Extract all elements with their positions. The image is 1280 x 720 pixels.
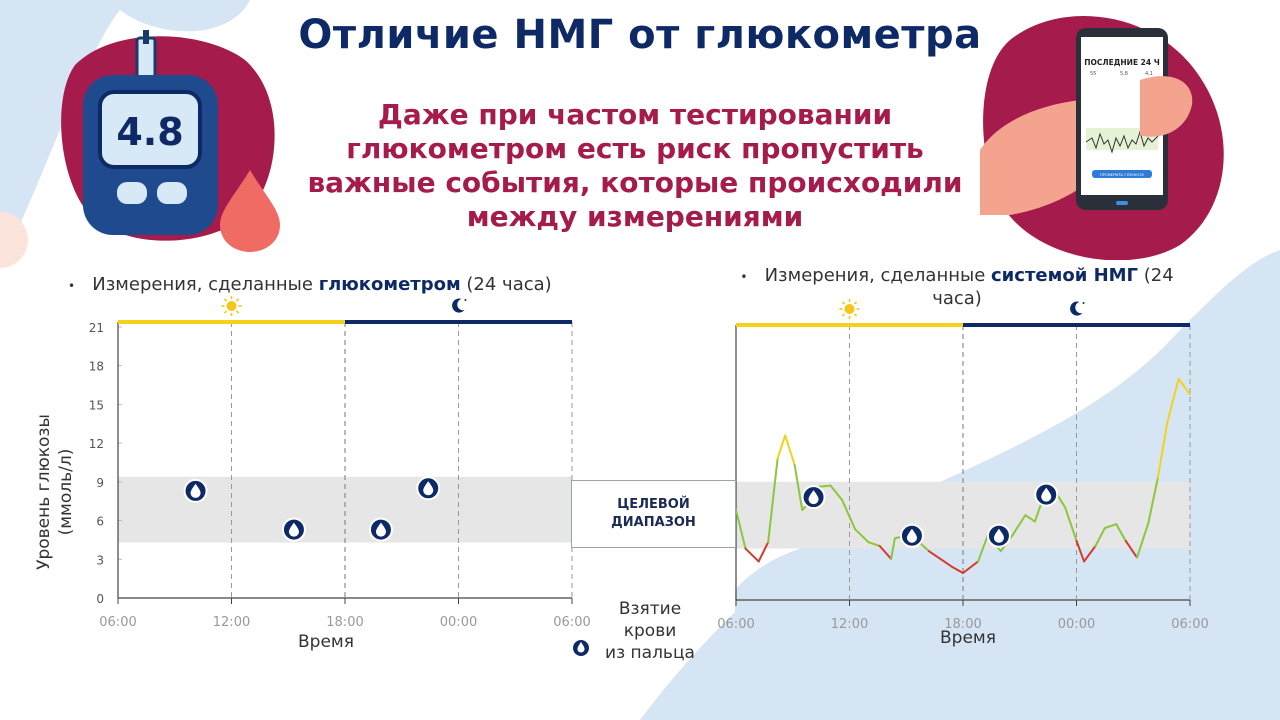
chart2-cgm-segment: [929, 551, 940, 559]
chart1-y-tick-label: 15: [88, 398, 104, 413]
chart2-x-tick-label: 12:00: [830, 617, 869, 632]
chart1-y-tick-label: 6: [96, 514, 104, 529]
bullet-bold: системой НМГ: [991, 265, 1139, 286]
phone-stat-1: 55: [1090, 71, 1097, 77]
phone-button: ПРОВЕРИТЬ ГЛЮКОЗУ: [1099, 172, 1145, 177]
phone-header: ПОСЛЕДНИЕ 24 Ч: [1084, 58, 1160, 67]
bullet-text: Измерения, сделанные: [764, 265, 992, 286]
sun-ray: [854, 314, 856, 316]
chart2-cgm-segment: [1158, 423, 1167, 478]
chart1-y-tick-label: 18: [88, 359, 104, 374]
star-icon: [465, 299, 467, 301]
right-x-axis-label: Время: [940, 628, 996, 648]
sun-icon: [227, 301, 237, 311]
chart1-fingerstick-point: [283, 519, 305, 541]
bullet-suffix: (24 часа): [460, 274, 552, 295]
chart2-cgm-segment: [1167, 379, 1178, 423]
chart1-x-tick-label: 18:00: [326, 615, 364, 630]
moon-icon: [1070, 302, 1082, 316]
sun-ray: [854, 302, 856, 304]
chart1-y-tick-label: 9: [96, 475, 104, 490]
chart2-x-tick-label: 06:00: [717, 617, 755, 632]
bullet-text: Измерения, сделанные: [92, 274, 319, 295]
sun-icon: [845, 304, 855, 314]
sun-ray: [236, 311, 238, 313]
phone-stat-2: 5,8: [1120, 71, 1128, 77]
chart2-x-tick-label: 00:00: [1057, 617, 1096, 632]
bullet-dot: •: [68, 279, 76, 293]
legend-line1: Взятие: [618, 599, 682, 619]
legend-line3: из пальца: [605, 643, 695, 663]
chart2-fingerstick-point: [988, 525, 1010, 547]
sun-ray: [842, 314, 844, 316]
chart2-cgm-segment: [745, 549, 758, 562]
y-axis-label: [33, 382, 77, 602]
target-range-line2: ДИАПАЗОН: [611, 515, 696, 530]
chart2-x-tick-label: 06:00: [1171, 617, 1209, 632]
chart2-cgm-segment: [940, 559, 951, 567]
chart1-x-tick-label: 00:00: [439, 615, 478, 630]
y-axis-label-line1: Уровень глюкозы: [34, 414, 54, 570]
chart1-x-tick-label: 06:00: [99, 615, 137, 630]
chart2-x-tick-label: 18:00: [944, 617, 982, 632]
chart2-fingerstick-point: [1035, 484, 1057, 506]
chart1-fingerstick-point: [185, 480, 207, 502]
bullet-dot: •: [740, 270, 748, 284]
sun-ray: [224, 299, 226, 301]
star-icon: [1083, 302, 1085, 304]
subtitle: Даже при частом тестировании глюкометром есть риск пропустить важные события, которые происходили между измерениями: [307, 98, 963, 233]
chart2-cgm-segment: [952, 567, 963, 573]
target-range-line1: ЦЕЛЕВОЙ: [617, 497, 690, 512]
phone-stat-3: 4,1: [1145, 71, 1153, 77]
bullet-bold: глюкометром: [318, 274, 461, 295]
target-range-label: [571, 480, 736, 548]
chart1-fingerstick-point: [370, 519, 392, 541]
legend-drop-icon: [572, 638, 590, 658]
chart1-y-tick-label: 0: [96, 592, 104, 606]
chart1-y-tick-label: 21: [88, 321, 104, 335]
chart2-cgm-segment: [785, 435, 794, 465]
legend: [590, 598, 710, 664]
legend-line2: крови: [623, 621, 677, 641]
chart1-fingerstick-point: [417, 477, 439, 499]
chart2-fingerstick-point: [901, 525, 923, 547]
chart1-y-tick-label: 3: [96, 553, 104, 568]
page-title: Отличие НМГ от глюкометра: [298, 12, 982, 58]
chart2-cgm-segment: [963, 561, 978, 573]
left-x-axis-label: Время: [298, 632, 354, 652]
chart2-cgm-segment: [1179, 379, 1190, 394]
moon-icon: [452, 299, 464, 313]
chart1-x-tick-label: 12:00: [212, 615, 251, 630]
sun-ray: [224, 311, 226, 313]
y-axis-label-line2: (ммоль/л): [56, 448, 76, 536]
chart1-x-tick-label: 06:00: [553, 615, 591, 630]
chart1-y-tick-label: 12: [88, 437, 104, 452]
sun-ray: [842, 302, 844, 304]
meter-display: 4.8: [116, 110, 184, 154]
bullet-suffix: (24 часа): [932, 265, 1174, 309]
sun-ray: [236, 299, 238, 301]
chart2-cgm-segment: [778, 435, 786, 458]
chart2-fingerstick-point: [803, 486, 825, 508]
